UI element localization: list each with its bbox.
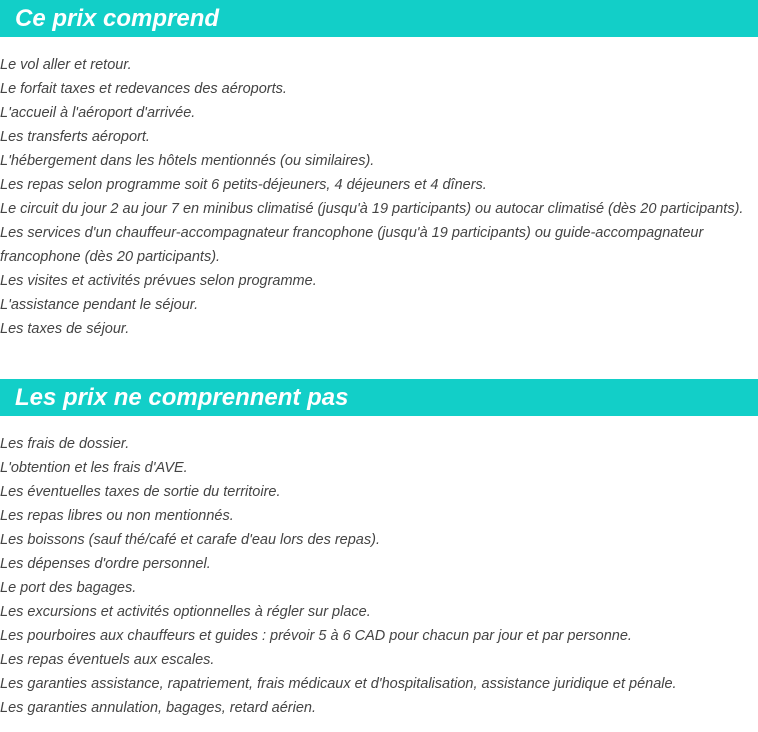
list-item: Le vol aller et retour. [0, 57, 132, 73]
included-section [0, 0, 758, 341]
included-list [0, 53, 758, 341]
list-item: Les éventuelles taxes de sortie du territoire. [0, 484, 281, 500]
list-item: Les garanties assistance, rapatriement, frais médicaux et d'hospitalisation, assistance juridique et pénale. [0, 676, 677, 692]
list-item: Les garanties annulation, bagages, retard aérien. [0, 700, 316, 716]
list-item: Le circuit du jour 2 au jour 7 en minibus climatisé (jusqu'à 19 participants) ou autocar climatisé (dès 20 participants). [0, 201, 744, 217]
excluded-list [0, 432, 758, 720]
excluded-section [0, 379, 758, 720]
list-item: L'assistance pendant le séjour. [0, 297, 199, 313]
list-item: Le forfait taxes et redevances des aéroports. [0, 81, 287, 97]
list-item: Les dépenses d'ordre personnel. [0, 556, 211, 572]
list-item: L'accueil à l'aéroport d'arrivée. [0, 105, 196, 121]
list-item: Les repas selon programme soit 6 petits-déjeuners, 4 déjeuners et 4 dîners. [0, 177, 487, 193]
list-item: Les pourboires aux chauffeurs et guides : prévoir 5 à 6 CAD pour chacun par jour et par personne. [0, 628, 632, 644]
list-item: Les boissons (sauf thé/café et carafe d'eau lors des repas). [0, 532, 380, 548]
list-item: Les visites et activités prévues selon programme. [0, 273, 317, 289]
list-item: Le port des bagages. [0, 580, 137, 596]
list-item: L'hébergement dans les hôtels mentionnés (ou similaires). [0, 153, 375, 169]
list-item: Les taxes de séjour. [0, 321, 130, 337]
list-item: Les excursions et activités optionnelles à régler sur place. [0, 604, 371, 620]
list-item: Les frais de dossier. [0, 436, 130, 452]
list-item: Les services d'un chauffeur-accompagnateur francophone (jusqu'à 19 participants) ou guide-accompagnateur francophone (dès 20 participants). [0, 225, 704, 265]
list-item: Les transferts aéroport. [0, 129, 150, 145]
list-item: Les repas éventuels aux escales. [0, 652, 215, 668]
list-item: L'obtention et les frais d'AVE. [0, 460, 188, 476]
excluded-heading: Les prix ne comprennent pas [0, 379, 758, 416]
included-heading: Ce prix comprend [0, 0, 758, 37]
list-item: Les repas libres ou non mentionnés. [0, 508, 234, 524]
